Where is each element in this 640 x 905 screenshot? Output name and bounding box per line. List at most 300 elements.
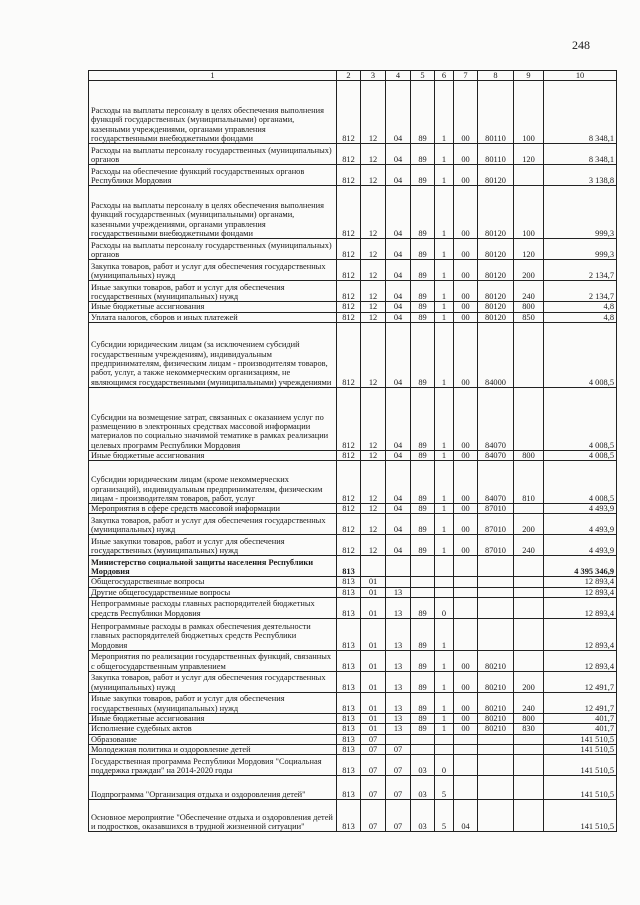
code-cell: 00 (454, 322, 478, 387)
code-cell: 80210 (478, 651, 514, 672)
code-cell: 812 (337, 450, 361, 460)
code-cell: 04 (386, 387, 411, 450)
code-cell (514, 577, 544, 587)
code-cell: 04 (386, 312, 411, 322)
code-cell: 80120 (478, 165, 514, 186)
code-cell (435, 734, 454, 744)
code-cell (361, 556, 386, 577)
table-row (89, 281, 617, 302)
code-cell (454, 577, 478, 587)
code-cell: 120 (514, 144, 544, 165)
code-cell: 812 (337, 387, 361, 450)
code-cell: 813 (337, 714, 361, 724)
header-cell: 6 (435, 71, 454, 81)
amount-cell: 2 134,7 (544, 260, 617, 281)
amount-cell: 12 491,7 (544, 672, 617, 693)
code-cell: 00 (454, 514, 478, 535)
header-cell: 2 (337, 71, 361, 81)
code-cell: 03 (411, 755, 435, 776)
table-row (89, 387, 617, 450)
code-cell: 12 (361, 165, 386, 186)
page-number: 248 (572, 38, 590, 52)
row-name-cell: Мероприятия по реализации государственных функций, связанных с общегосударственным управлением (89, 651, 337, 672)
code-cell (514, 322, 544, 387)
code-cell: 00 (454, 186, 478, 239)
code-cell: 84070 (478, 450, 514, 460)
row-name-cell: Субсидии юридическим лицам (за исключением субсидий государственным учреждениям), индивидуальным предпринимателям, физическим лицам - производителям товаров, работ, услуг, а также некоммерческим организациям, не являющимся государственными (муниципальными) учреждениями (89, 322, 337, 387)
code-cell: 89 (411, 165, 435, 186)
code-cell: 00 (454, 714, 478, 724)
code-cell: 07 (386, 800, 411, 832)
code-cell: 12 (361, 302, 386, 312)
code-cell (514, 755, 544, 776)
code-cell: 13 (386, 714, 411, 724)
table-row (89, 504, 617, 514)
code-cell: 813 (337, 744, 361, 754)
code-cell: 80110 (478, 81, 514, 144)
code-cell: 80210 (478, 693, 514, 714)
code-cell: 00 (454, 450, 478, 460)
amount-cell: 4 008,5 (544, 387, 617, 450)
code-cell (514, 556, 544, 577)
code-cell: 00 (454, 724, 478, 734)
amount-cell: 12 491,7 (544, 693, 617, 714)
code-cell (411, 734, 435, 744)
code-cell: 240 (514, 535, 544, 556)
amount-cell: 4 008,5 (544, 450, 617, 460)
amount-cell: 12 893,4 (544, 598, 617, 619)
code-cell: 04 (386, 461, 411, 504)
code-cell: 812 (337, 322, 361, 387)
table-row (89, 744, 617, 754)
code-cell: 12 (361, 514, 386, 535)
code-cell: 00 (454, 504, 478, 514)
header-cell: 3 (361, 71, 386, 81)
code-cell: 89 (411, 461, 435, 504)
code-cell: 89 (411, 724, 435, 734)
code-cell: 04 (454, 800, 478, 832)
code-cell: 1 (435, 651, 454, 672)
code-cell: 5 (435, 800, 454, 832)
code-cell: 13 (386, 672, 411, 693)
code-cell: 12 (361, 144, 386, 165)
code-cell (435, 744, 454, 754)
amount-cell: 401,7 (544, 714, 617, 724)
code-cell: 812 (337, 186, 361, 239)
code-cell: 813 (337, 693, 361, 714)
amount-cell: 8 348,1 (544, 144, 617, 165)
code-cell: 1 (435, 461, 454, 504)
code-cell: 80120 (478, 186, 514, 239)
header-cell: 7 (454, 71, 478, 81)
amount-cell: 3 138,8 (544, 165, 617, 186)
row-name-cell: Государственная программа Республики Мордовия "Социальная поддержка граждан" на 2014-2020 годы (89, 755, 337, 776)
code-cell: 813 (337, 800, 361, 832)
amount-cell: 12 893,4 (544, 619, 617, 651)
code-cell: 89 (411, 387, 435, 450)
code-cell: 1 (435, 514, 454, 535)
code-cell: 812 (337, 461, 361, 504)
code-cell (435, 556, 454, 577)
table-row (89, 693, 617, 714)
code-cell: 0 (435, 598, 454, 619)
code-cell: 80120 (478, 239, 514, 260)
code-cell: 89 (411, 619, 435, 651)
table-row (89, 186, 617, 239)
code-cell (478, 619, 514, 651)
row-name-cell: Закупка товаров, работ и услуг для обеспечения государственных (муниципальных) нужд (89, 514, 337, 535)
code-cell: 12 (361, 461, 386, 504)
code-cell (514, 598, 544, 619)
code-cell: 00 (454, 312, 478, 322)
code-cell: 813 (337, 598, 361, 619)
code-cell: 813 (337, 734, 361, 744)
row-name-cell: Министерство социальной защиты населения Республики Мордовия (89, 556, 337, 577)
code-cell (514, 619, 544, 651)
code-cell: 03 (411, 776, 435, 800)
code-cell: 1 (435, 302, 454, 312)
code-cell: 89 (411, 281, 435, 302)
code-cell (478, 577, 514, 587)
table-row (89, 144, 617, 165)
code-cell: 120 (514, 239, 544, 260)
table-row (89, 165, 617, 186)
code-cell (411, 577, 435, 587)
code-cell: 810 (514, 461, 544, 504)
table-row (89, 776, 617, 800)
table-row (89, 302, 617, 312)
code-cell (514, 587, 544, 597)
amount-cell: 4 008,5 (544, 322, 617, 387)
row-name-cell: Субсидии юридическим лицам (кроме некоммерческих организаций), индивидуальным предпринимателям, физическим лицам - производителям товаров, работ, услуг (89, 461, 337, 504)
code-cell: 812 (337, 281, 361, 302)
code-cell: 200 (514, 260, 544, 281)
table-row (89, 312, 617, 322)
code-cell: 00 (454, 81, 478, 144)
code-cell: 89 (411, 144, 435, 165)
amount-cell: 4,8 (544, 312, 617, 322)
code-cell: 00 (454, 651, 478, 672)
code-cell: 01 (361, 672, 386, 693)
code-cell: 1 (435, 260, 454, 281)
code-cell: 89 (411, 450, 435, 460)
code-cell: 12 (361, 239, 386, 260)
code-cell: 1 (435, 144, 454, 165)
code-cell: 04 (386, 260, 411, 281)
amount-cell: 12 893,4 (544, 587, 617, 597)
amount-cell: 8 348,1 (544, 81, 617, 144)
code-cell (514, 734, 544, 744)
table-body (89, 81, 617, 832)
code-cell: 00 (454, 281, 478, 302)
code-cell (514, 651, 544, 672)
code-cell: 89 (411, 504, 435, 514)
code-cell: 813 (337, 672, 361, 693)
code-cell (514, 744, 544, 754)
code-cell: 03 (411, 800, 435, 832)
row-name-cell: Другие общегосударственные вопросы (89, 587, 337, 597)
code-cell: 07 (361, 755, 386, 776)
code-cell (411, 744, 435, 754)
row-name-cell: Молодежная политика и оздоровление детей (89, 744, 337, 754)
code-cell: 80120 (478, 260, 514, 281)
row-name-cell: Закупка товаров, работ и услуг для обеспечения государственных (муниципальных) нужд (89, 260, 337, 281)
code-cell: 89 (411, 651, 435, 672)
code-cell (478, 598, 514, 619)
code-cell: 12 (361, 281, 386, 302)
code-cell: 1 (435, 535, 454, 556)
table-row (89, 81, 617, 144)
row-name-cell: Расходы на выплаты персоналу государственных (муниципальных) органов (89, 144, 337, 165)
amount-cell: 12 893,4 (544, 577, 617, 587)
code-cell: 01 (361, 587, 386, 597)
row-name-cell: Субсидии на возмещение затрат, связанных с оказанием услуг по размещению в электронных средствах массовой информации материалов по социально значимой тематике в рамках реализации целевых программ Республики Мордовия (89, 387, 337, 450)
code-cell: 89 (411, 186, 435, 239)
table-row (89, 598, 617, 619)
code-cell: 813 (337, 651, 361, 672)
code-cell: 87010 (478, 514, 514, 535)
code-cell: 850 (514, 312, 544, 322)
code-cell: 80120 (478, 281, 514, 302)
table-row (89, 651, 617, 672)
code-cell: 04 (386, 186, 411, 239)
code-cell: 0 (435, 755, 454, 776)
code-cell: 04 (386, 81, 411, 144)
amount-cell: 999,3 (544, 186, 617, 239)
code-cell (514, 504, 544, 514)
table-row (89, 514, 617, 535)
code-cell (478, 776, 514, 800)
header-cell: 10 (544, 71, 617, 81)
table-row (89, 724, 617, 734)
code-cell: 00 (454, 535, 478, 556)
code-cell: 04 (386, 144, 411, 165)
code-cell: 13 (386, 724, 411, 734)
code-cell: 89 (411, 714, 435, 724)
code-cell: 13 (386, 619, 411, 651)
code-cell: 12 (361, 535, 386, 556)
table-row (89, 260, 617, 281)
header-cell: 5 (411, 71, 435, 81)
code-cell: 12 (361, 322, 386, 387)
code-cell: 04 (386, 302, 411, 312)
code-cell: 01 (361, 714, 386, 724)
code-cell: 13 (386, 651, 411, 672)
header-cell: 9 (514, 71, 544, 81)
code-cell: 80210 (478, 672, 514, 693)
code-cell: 812 (337, 535, 361, 556)
code-cell: 13 (386, 587, 411, 597)
code-cell (514, 165, 544, 186)
table-row (89, 619, 617, 651)
amount-cell: 4 493,9 (544, 504, 617, 514)
code-cell: 00 (454, 302, 478, 312)
code-cell: 12 (361, 260, 386, 281)
table-row (89, 556, 617, 577)
code-cell: 800 (514, 302, 544, 312)
code-cell: 12 (361, 81, 386, 144)
code-cell: 1 (435, 724, 454, 734)
code-cell: 813 (337, 587, 361, 597)
header-row (89, 71, 617, 81)
table-row (89, 450, 617, 460)
code-cell: 13 (386, 598, 411, 619)
code-cell (478, 734, 514, 744)
code-cell: 813 (337, 776, 361, 800)
code-cell: 100 (514, 81, 544, 144)
code-cell: 89 (411, 239, 435, 260)
code-cell: 200 (514, 672, 544, 693)
table-row (89, 587, 617, 597)
row-name-cell: Иные закупки товаров, работ и услуг для обеспечения государственных (муниципальных) нужд (89, 281, 337, 302)
header-cell: 1 (89, 71, 337, 81)
code-cell: 00 (454, 672, 478, 693)
code-cell: 830 (514, 724, 544, 734)
row-name-cell: Иные бюджетные ассигнования (89, 714, 337, 724)
code-cell: 12 (361, 312, 386, 322)
row-name-cell: Иные бюджетные ассигнования (89, 450, 337, 460)
table-row (89, 577, 617, 587)
code-cell (514, 800, 544, 832)
code-cell: 84070 (478, 387, 514, 450)
code-cell: 80120 (478, 312, 514, 322)
code-cell: 89 (411, 535, 435, 556)
code-cell: 80210 (478, 724, 514, 734)
row-name-cell: Непрограммные расходы в рамках обеспечения деятельности главных распорядителей бюджетных средств Республики Мордовия (89, 619, 337, 651)
code-cell: 00 (454, 260, 478, 281)
header-cell: 4 (386, 71, 411, 81)
code-cell: 1 (435, 619, 454, 651)
code-cell: 01 (361, 619, 386, 651)
code-cell: 87010 (478, 504, 514, 514)
code-cell (478, 800, 514, 832)
code-cell: 812 (337, 514, 361, 535)
code-cell (454, 744, 478, 754)
code-cell: 07 (386, 755, 411, 776)
code-cell: 812 (337, 81, 361, 144)
code-cell: 89 (411, 260, 435, 281)
code-cell: 5 (435, 776, 454, 800)
amount-cell: 4 395 346,9 (544, 556, 617, 577)
code-cell: 1 (435, 312, 454, 322)
code-cell: 89 (411, 322, 435, 387)
code-cell: 04 (386, 535, 411, 556)
code-cell (411, 587, 435, 597)
code-cell: 00 (454, 165, 478, 186)
code-cell: 00 (454, 387, 478, 450)
code-cell: 01 (361, 651, 386, 672)
code-cell: 00 (454, 461, 478, 504)
code-cell: 00 (454, 693, 478, 714)
amount-cell: 4,8 (544, 302, 617, 312)
code-cell: 813 (337, 724, 361, 734)
code-cell: 1 (435, 322, 454, 387)
code-cell: 04 (386, 504, 411, 514)
code-cell: 00 (454, 239, 478, 260)
amount-cell: 141 510,5 (544, 776, 617, 800)
code-cell: 80120 (478, 302, 514, 312)
code-cell: 812 (337, 239, 361, 260)
code-cell: 87010 (478, 535, 514, 556)
code-cell: 89 (411, 672, 435, 693)
code-cell (435, 577, 454, 587)
code-cell: 812 (337, 165, 361, 186)
table-row (89, 672, 617, 693)
code-cell: 01 (361, 724, 386, 734)
budget-table (88, 70, 617, 832)
code-cell: 04 (386, 322, 411, 387)
row-name-cell: Непрограммные расходы главных распорядителей бюджетных средств Республики Мордовия (89, 598, 337, 619)
table-row (89, 755, 617, 776)
table-row (89, 461, 617, 504)
code-cell (386, 734, 411, 744)
code-cell: 01 (361, 577, 386, 587)
code-cell: 07 (386, 776, 411, 800)
amount-cell: 12 893,4 (544, 651, 617, 672)
code-cell: 89 (411, 598, 435, 619)
row-name-cell: Образование (89, 734, 337, 744)
row-name-cell: Иные бюджетные ассигнования (89, 302, 337, 312)
row-name-cell: Иные закупки товаров, работ и услуг для обеспечения государственных (муниципальных) нужд (89, 535, 337, 556)
code-cell: 89 (411, 81, 435, 144)
row-name-cell: Закупка товаров, работ и услуг для обеспечения государственных (муниципальных) нужд (89, 672, 337, 693)
code-cell (454, 587, 478, 597)
code-cell: 12 (361, 504, 386, 514)
code-cell (454, 776, 478, 800)
code-cell (454, 598, 478, 619)
code-cell (454, 734, 478, 744)
code-cell: 1 (435, 714, 454, 724)
row-name-cell: Расходы на обеспечение функций государственных органов Республики Мордовия (89, 165, 337, 186)
code-cell (435, 587, 454, 597)
code-cell: 240 (514, 281, 544, 302)
table-row (89, 734, 617, 744)
code-cell (411, 556, 435, 577)
code-cell (454, 556, 478, 577)
row-name-cell: Расходы на выплаты персоналу государственных (муниципальных) органов (89, 239, 337, 260)
row-name-cell: Уплата налогов, сборов и иных платежей (89, 312, 337, 322)
code-cell: 1 (435, 81, 454, 144)
amount-cell: 4 008,5 (544, 461, 617, 504)
header-cell: 8 (478, 71, 514, 81)
table-row (89, 322, 617, 387)
table-row (89, 800, 617, 832)
code-cell: 1 (435, 239, 454, 260)
code-cell: 812 (337, 260, 361, 281)
code-cell: 80110 (478, 144, 514, 165)
code-cell: 89 (411, 514, 435, 535)
code-cell: 12 (361, 387, 386, 450)
code-cell: 813 (337, 556, 361, 577)
row-name-cell: Подпрограмма "Организация отдыха и оздоровления детей" (89, 776, 337, 800)
code-cell (454, 755, 478, 776)
code-cell: 04 (386, 281, 411, 302)
code-cell: 13 (386, 693, 411, 714)
code-cell: 80210 (478, 714, 514, 724)
code-cell: 89 (411, 312, 435, 322)
code-cell: 04 (386, 514, 411, 535)
code-cell: 07 (386, 744, 411, 754)
code-cell: 1 (435, 672, 454, 693)
table-row (89, 714, 617, 724)
amount-cell: 2 134,7 (544, 281, 617, 302)
row-name-cell: Исполнение судебных актов (89, 724, 337, 734)
code-cell: 07 (361, 734, 386, 744)
code-cell: 812 (337, 302, 361, 312)
code-cell: 240 (514, 693, 544, 714)
code-cell: 200 (514, 514, 544, 535)
amount-cell: 4 493,9 (544, 514, 617, 535)
